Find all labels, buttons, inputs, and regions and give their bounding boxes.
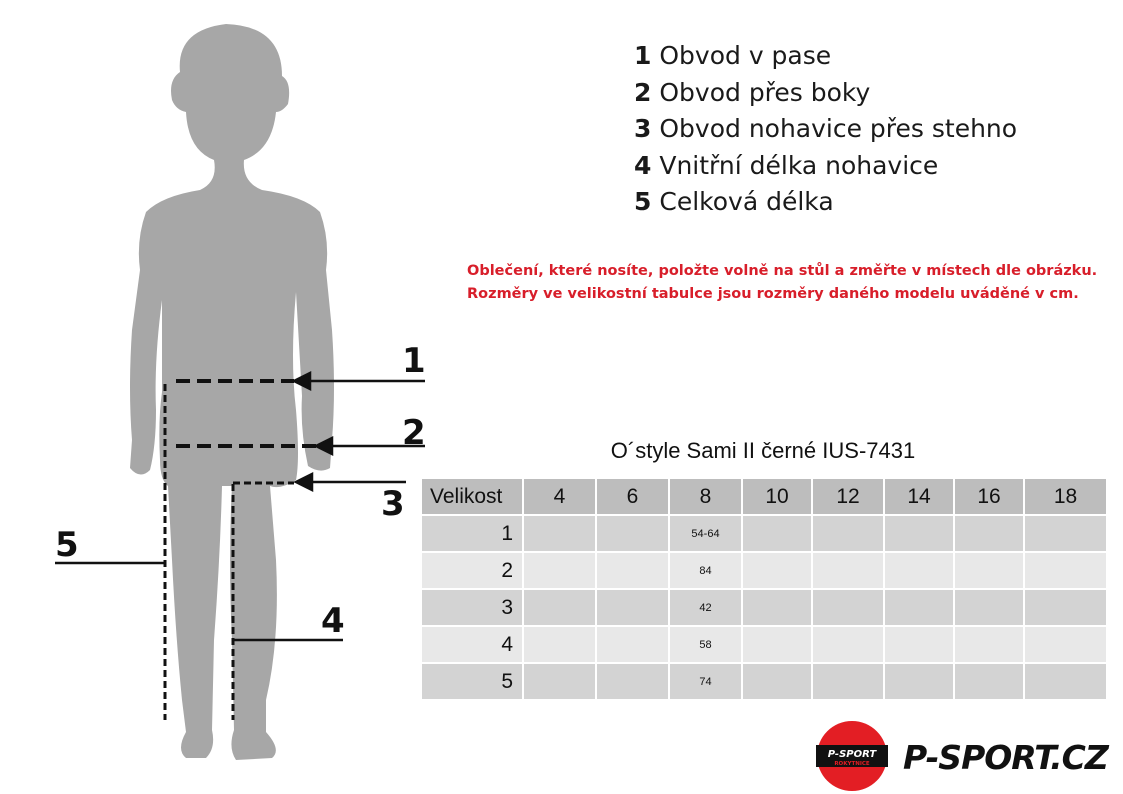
legend-item [634,38,1017,75]
table-cell [812,626,884,663]
table-cell [742,626,812,663]
table-cell [596,626,669,663]
table-cell [884,515,954,552]
row-label: 5 [421,663,523,700]
legend-number: 3 [634,114,652,143]
header-cell: 8 [669,478,742,515]
header-cell: 14 [884,478,954,515]
label-4: 4 [321,601,345,641]
table-cell: 54-64 [669,515,742,552]
size-table [420,477,1108,701]
table-cell [954,589,1024,626]
table-cell [596,552,669,589]
header-cell: 6 [596,478,669,515]
header-cell: 18 [1024,478,1107,515]
table-row [421,589,1107,626]
instruction-line-1: Oblečení, které nosíte, položte volně na stůl a změřte v místech dle obrázku. [467,263,1098,279]
table-cell [742,552,812,589]
table-cell [884,589,954,626]
legend-text: Vnitřní délka nohavice [659,150,939,180]
row-label: 3 [421,589,523,626]
legend-number: 2 [634,77,652,107]
table-cell [596,589,669,626]
table-cell [1024,515,1107,552]
legend-number: 5 [634,187,652,216]
table-cell [523,663,596,700]
header-cell: 10 [742,478,812,515]
table-cell [884,663,954,700]
logo-subtext: ROKYTNICE [834,761,870,767]
table-row [421,515,1107,552]
arrow-3-head [296,474,312,490]
table-cell [812,589,884,626]
label-3: 3 [381,484,405,524]
table-cell: 42 [669,589,742,626]
table-cell [523,626,596,663]
header-cell: 16 [954,478,1024,515]
table-cell: 58 [669,626,742,663]
table-cell [954,552,1024,589]
label-2: 2 [402,413,426,453]
table-cell [742,589,812,626]
table-cell: 84 [669,552,742,589]
table-row [421,626,1107,663]
table-cell [812,663,884,700]
brand-name: P-SPORT.CZ [903,738,1108,777]
legend-item [634,111,1017,148]
table-cell [812,552,884,589]
legend-text: Obvod přes boky [659,77,871,107]
row-label: 4 [421,626,523,663]
table-cell [523,552,596,589]
table-cell: 74 [669,663,742,700]
table-cell [1024,552,1107,589]
legend-number: 4 [634,150,652,180]
table-cell [884,626,954,663]
measurement-legend [634,38,1017,221]
child-silhouette-figure [0,0,440,794]
p-sport-logo-badge [816,720,888,792]
legend-text: Obvod v pase [659,41,832,70]
table-cell [742,663,812,700]
table-cell [1024,589,1107,626]
table-cell [596,515,669,552]
row-label: 2 [421,552,523,589]
table-cell [523,515,596,552]
instruction-line-2: Rozměry ve velikostní tabulce jsou rozměry daného modelu uváděné v cm. [467,286,1079,302]
row-label: 1 [421,515,523,552]
table-row [421,663,1107,700]
table-cell [523,589,596,626]
logo-text: P-SPORT [827,749,877,760]
legend-item [634,148,1017,185]
legend-text: Obvod nohavice přes stehno [659,114,1018,143]
table-cell [1024,663,1107,700]
legend-item [634,75,1017,112]
header-cell: Velikost [421,478,523,515]
measuring-instructions [467,260,1097,306]
legend-text: Celková délka [659,187,834,216]
table-cell [1024,626,1107,663]
table-cell [954,626,1024,663]
table-cell [596,663,669,700]
table-cell [884,552,954,589]
table-cell [954,515,1024,552]
product-title: O´style Sami II černé IUS-7431 [610,438,916,463]
header-cell: 4 [523,478,596,515]
table-cell [954,663,1024,700]
label-1: 1 [402,341,426,381]
table-row [421,552,1107,589]
legend-number: 1 [634,41,652,70]
table-cell [812,515,884,552]
table-cell [742,515,812,552]
size-header-row [421,478,1107,515]
legend-item [634,184,1017,221]
header-cell: 12 [812,478,884,515]
label-5: 5 [55,525,79,565]
